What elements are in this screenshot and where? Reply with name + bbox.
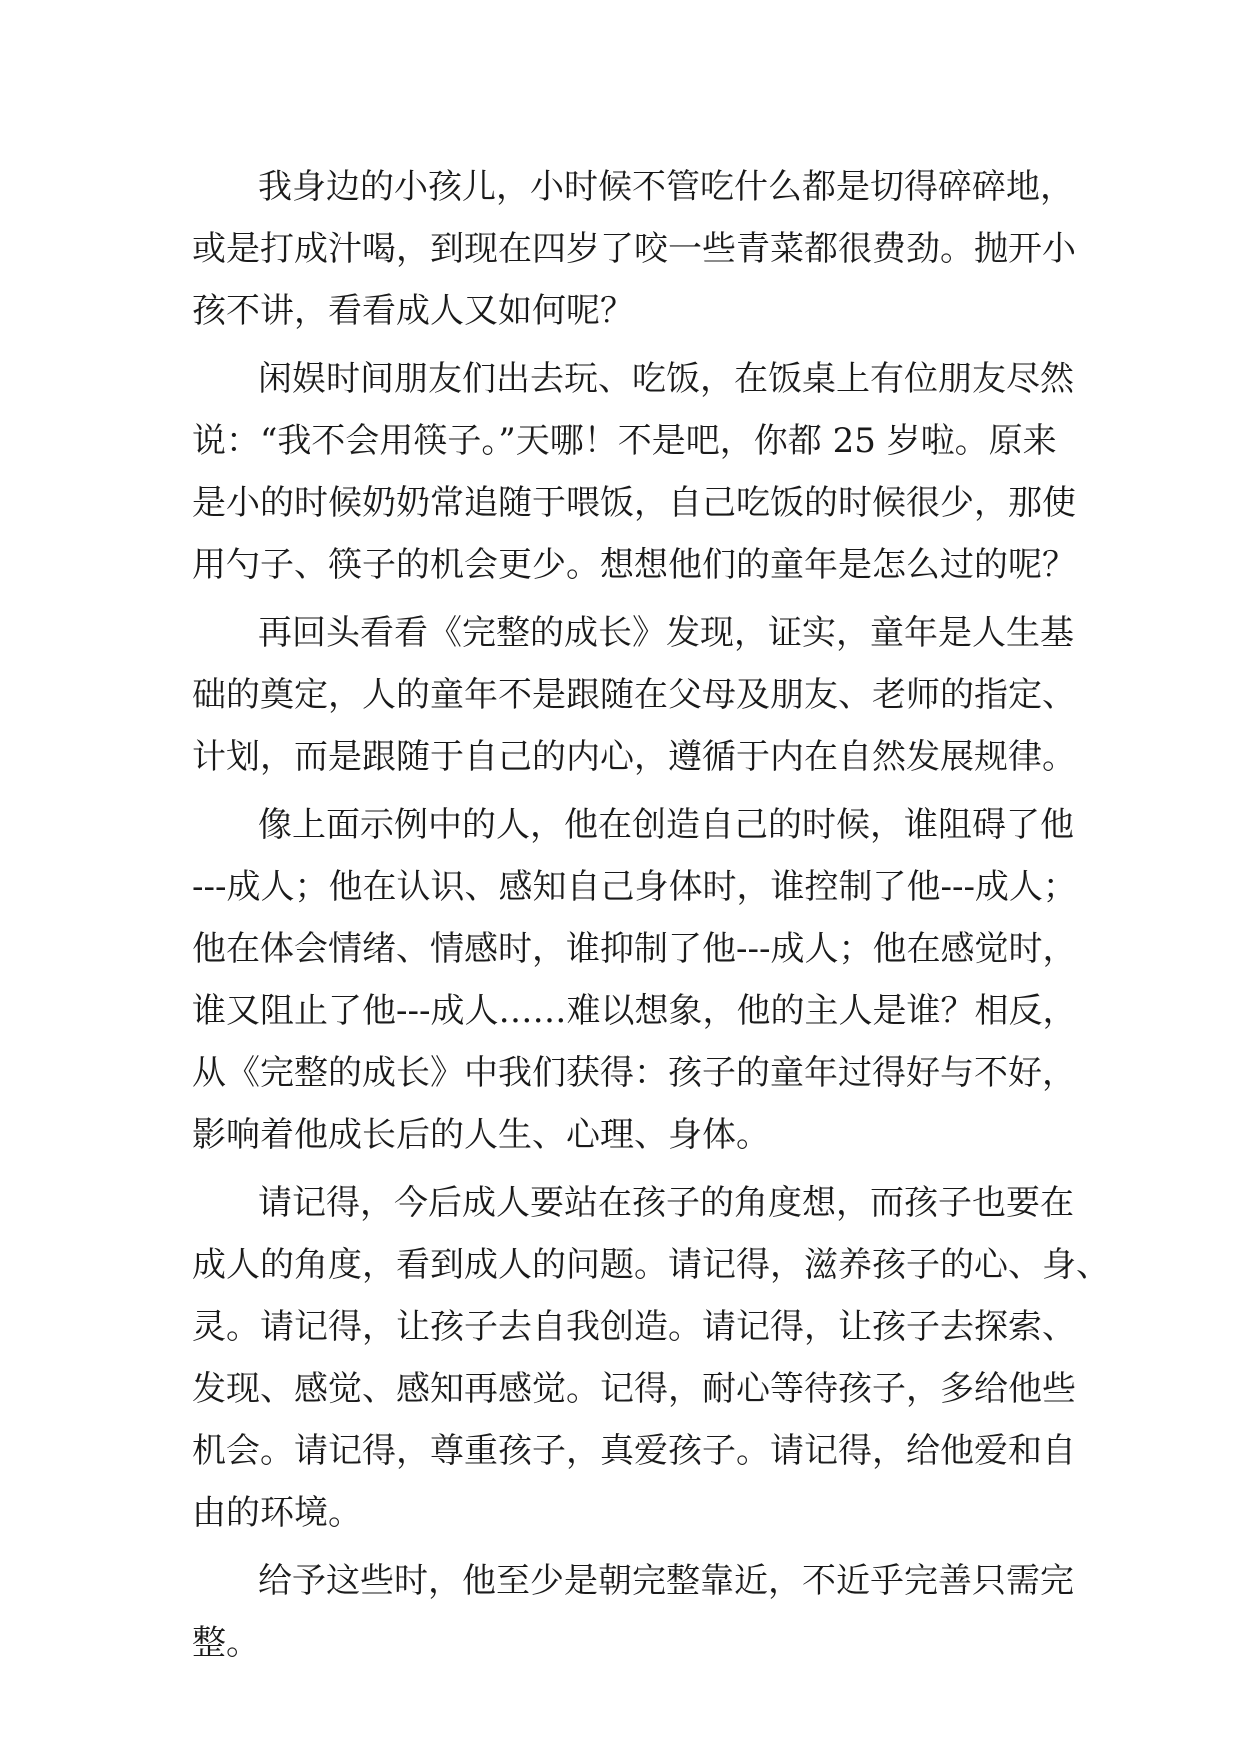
paragraph-line: 用勺子、筷子的机会更少。想想他们的童年是怎么过的呢？ [192,545,1076,585]
paragraph-line: 我身边的小孩儿，小时候不管吃什么都是切得碎碎地， [258,167,1074,207]
paragraph-1 [192,156,1076,342]
paragraph-line: 础的奠定，人的童年不是跟随在父母及朋友、老师的指定、 [192,675,1076,715]
paragraph-line: 是小的时候奶奶常追随于喂饭，自己吃饭的时候很少，那使 [192,483,1076,523]
paragraph-6 [192,1550,1074,1674]
paragraph-line: 谁又阻止了他---成人……难以想象，他的主人是谁？相反， [192,991,1077,1031]
paragraph-line: 像上面示例中的人，他在创造自己的时候，谁阻碍了他 [258,805,1074,845]
paragraph-line: 发现、感觉、感知再感觉。记得，耐心等待孩子，多给他些 [192,1369,1076,1409]
paragraph-line: 机会。请记得，尊重孩子，真爱孩子。请记得，给他爱和自 [192,1431,1076,1471]
paragraph-line: 说：“我不会用筷子。”天哪！不是吧，你都 25 岁啦。原来 [192,421,1057,461]
paragraph-line: 或是打成汁喝，到现在四岁了咬一些青菜都很费劲。抛开小 [192,229,1076,269]
paragraph-line: 整。 [192,1623,260,1663]
paragraph-5 [192,1172,1110,1544]
paragraph-line: 灵。请记得，让孩子去自我创造。请记得，让孩子去探索、 [192,1307,1076,1347]
paragraph-line: ---成人；他在认识、感知自己身体时，谁控制了他---成人； [192,867,1077,907]
paragraph-line: 请记得，今后成人要站在孩子的角度想，而孩子也要在 [258,1183,1074,1223]
paragraph-line: 影响着他成长后的人生、心理、身体。 [192,1115,770,1155]
paragraph-2 [192,348,1076,596]
paragraph-line: 成人的角度，看到成人的问题。请记得，滋养孩子的心、身、 [192,1245,1110,1285]
paragraph-line: 给予这些时，他至少是朝完整靠近，不近乎完善只需完 [258,1561,1074,1601]
paragraph-line: 由的环境。 [192,1493,362,1533]
paragraph-3 [192,602,1076,788]
paragraph-line: 计划，而是跟随于自己的内心，遵循于内在自然发展规律。 [192,737,1076,777]
paragraph-line: 再回头看看《完整的成长》发现，证实，童年是人生基 [258,613,1074,653]
paragraph-line: 闲娱时间朋友们出去玩、吃饭，在饭桌上有位朋友尽然 [258,359,1074,399]
paragraph-4 [192,794,1077,1166]
paragraph-line: 从《完整的成长》中我们获得：孩子的童年过得好与不好， [192,1053,1076,1093]
paragraph-line: 他在体会情绪、情感时，谁抑制了他---成人；他在感觉时， [192,929,1077,969]
paragraph-line: 孩不讲，看看成人又如何呢？ [192,291,634,331]
document-body [192,156,1110,1674]
